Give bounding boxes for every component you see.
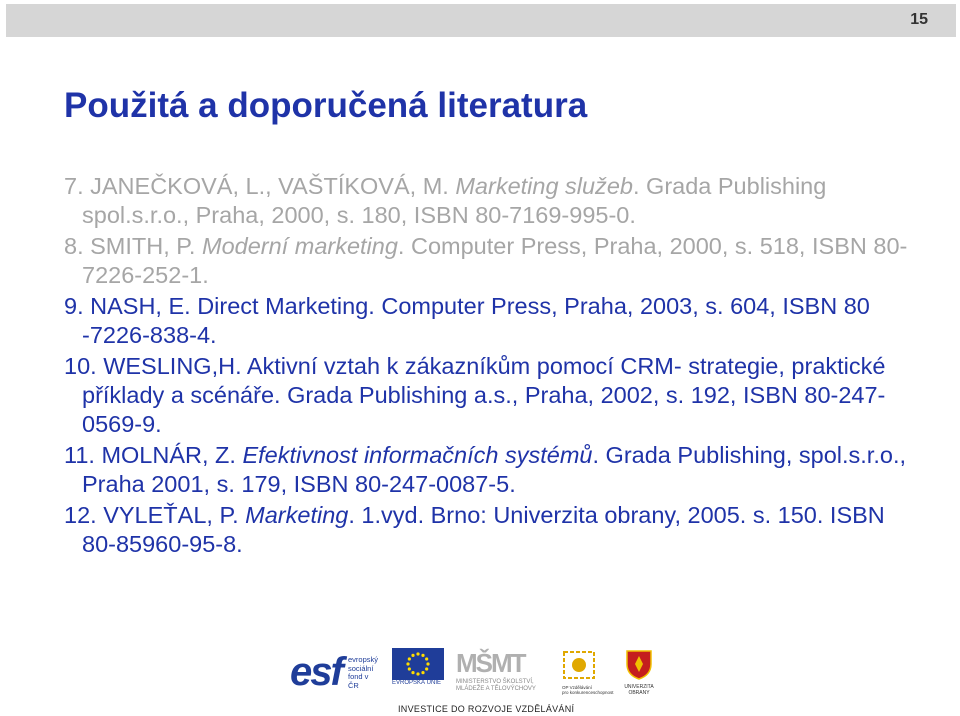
reference-text: 8. SMITH, P. xyxy=(64,233,202,259)
msmt-mark: MŠMT xyxy=(456,648,525,678)
reference-item xyxy=(64,172,924,230)
uo-caption xyxy=(624,685,654,696)
eu-star-icon xyxy=(425,667,428,670)
eu-star-icon xyxy=(421,671,424,674)
op-caption-line: pro konkurenceschopnost xyxy=(562,690,614,695)
reference-item xyxy=(64,441,924,499)
eu-logo xyxy=(392,648,444,686)
reference-list xyxy=(64,172,924,561)
msmt-logo xyxy=(456,648,536,693)
esf-caption-line: evropský xyxy=(348,655,379,664)
uo-caption-line: UNIVERZITA xyxy=(624,684,654,690)
reference-text: . Computer Press, Praha, 2000, s. 518, ISBN 80-7226-252-1. xyxy=(82,233,908,288)
reference-title: Moderní marketing xyxy=(202,233,398,259)
header-bar xyxy=(6,4,956,37)
esf-caption-line: fond v ČR xyxy=(348,672,369,690)
reference-text: 7. JANEČKOVÁ, L., VAŠTÍKOVÁ, M. xyxy=(64,173,456,199)
eu-star-icon xyxy=(408,657,411,660)
eu-star-icon xyxy=(416,652,419,655)
eu-star-icon xyxy=(411,671,414,674)
reference-item xyxy=(64,232,924,290)
reference-text: 9. NASH, E. Direct Marketing. Computer Press, Praha, 2003, s. 604, ISBN 80 -7226-838-4. xyxy=(64,293,870,348)
eu-star-icon xyxy=(408,667,411,670)
eu-star-icon xyxy=(406,662,409,665)
eu-star-icon xyxy=(421,654,424,657)
eu-star-icon xyxy=(426,662,429,665)
msmt-caption-line: MLÁDEŽE A TĚLOVÝCHOVY xyxy=(456,686,536,692)
page-title: Použitá a doporučená literatura xyxy=(64,86,588,125)
uo-logo xyxy=(624,648,654,696)
reference-title: Marketing služeb xyxy=(455,173,633,199)
reference-item xyxy=(64,501,924,559)
eu-star-icon xyxy=(425,657,428,660)
eu-stars-icon xyxy=(392,648,444,680)
op-emblem-icon xyxy=(562,650,596,680)
eu-star-icon xyxy=(411,654,414,657)
uo-caption-line: OBRANY xyxy=(628,689,650,696)
op-caption xyxy=(562,685,614,695)
reference-text: 11. MOLNÁR, Z. xyxy=(64,442,243,468)
esf-caption xyxy=(348,656,378,690)
reference-text: 12. VYLEŤAL, P. xyxy=(64,502,246,528)
reference-text: . 1.vyd. Brno: Univerzita obrany, 2005. s. 150. ISBN 80-85960-95-8. xyxy=(82,502,885,557)
reference-text: 10. WESLING,H. Aktivní vztah k zákazníkům pomocí CRM- strategie, praktické příklady a scénáře. Grada Publishing a.s., Praha, 2002, s. 192, ISBN 80-247-0569-9. xyxy=(64,353,886,437)
reference-text: . Grada Publishing, spol.s.r.o., Praha 2001, s. 179, ISBN 80-247-0087-5. xyxy=(82,442,906,497)
esf-logo xyxy=(290,650,379,695)
eu-caption: EVROPSKÁ UNIE xyxy=(392,680,442,686)
msmt-caption xyxy=(456,679,536,693)
esf-mark: esf xyxy=(290,650,342,694)
reference-title: Marketing xyxy=(245,502,349,528)
msmt-caption-line: MINISTERSTVO ŠKOLSTVÍ, xyxy=(456,679,534,685)
reference-text: . Grada Publishing spol.s.r.o., Praha, 2000, s. 180, ISBN 80-7169-995-0. xyxy=(82,173,827,228)
op-logo xyxy=(562,650,614,695)
reference-title: Efektivnost informačních systémů xyxy=(242,442,593,468)
esf-caption-line: sociální xyxy=(348,663,374,673)
reference-item xyxy=(64,292,924,350)
footer-slogan: INVESTICE DO ROZVOJE VZDĚLÁVÁNÍ xyxy=(398,704,575,714)
page-number: 15 xyxy=(910,11,928,28)
eu-flag-icon xyxy=(392,648,444,680)
logo-strip xyxy=(290,648,680,698)
reference-item xyxy=(64,352,924,439)
op-caption-line: OP Vzdělávání xyxy=(562,685,592,690)
eu-star-icon xyxy=(416,672,419,675)
uo-crest-icon xyxy=(624,648,654,680)
